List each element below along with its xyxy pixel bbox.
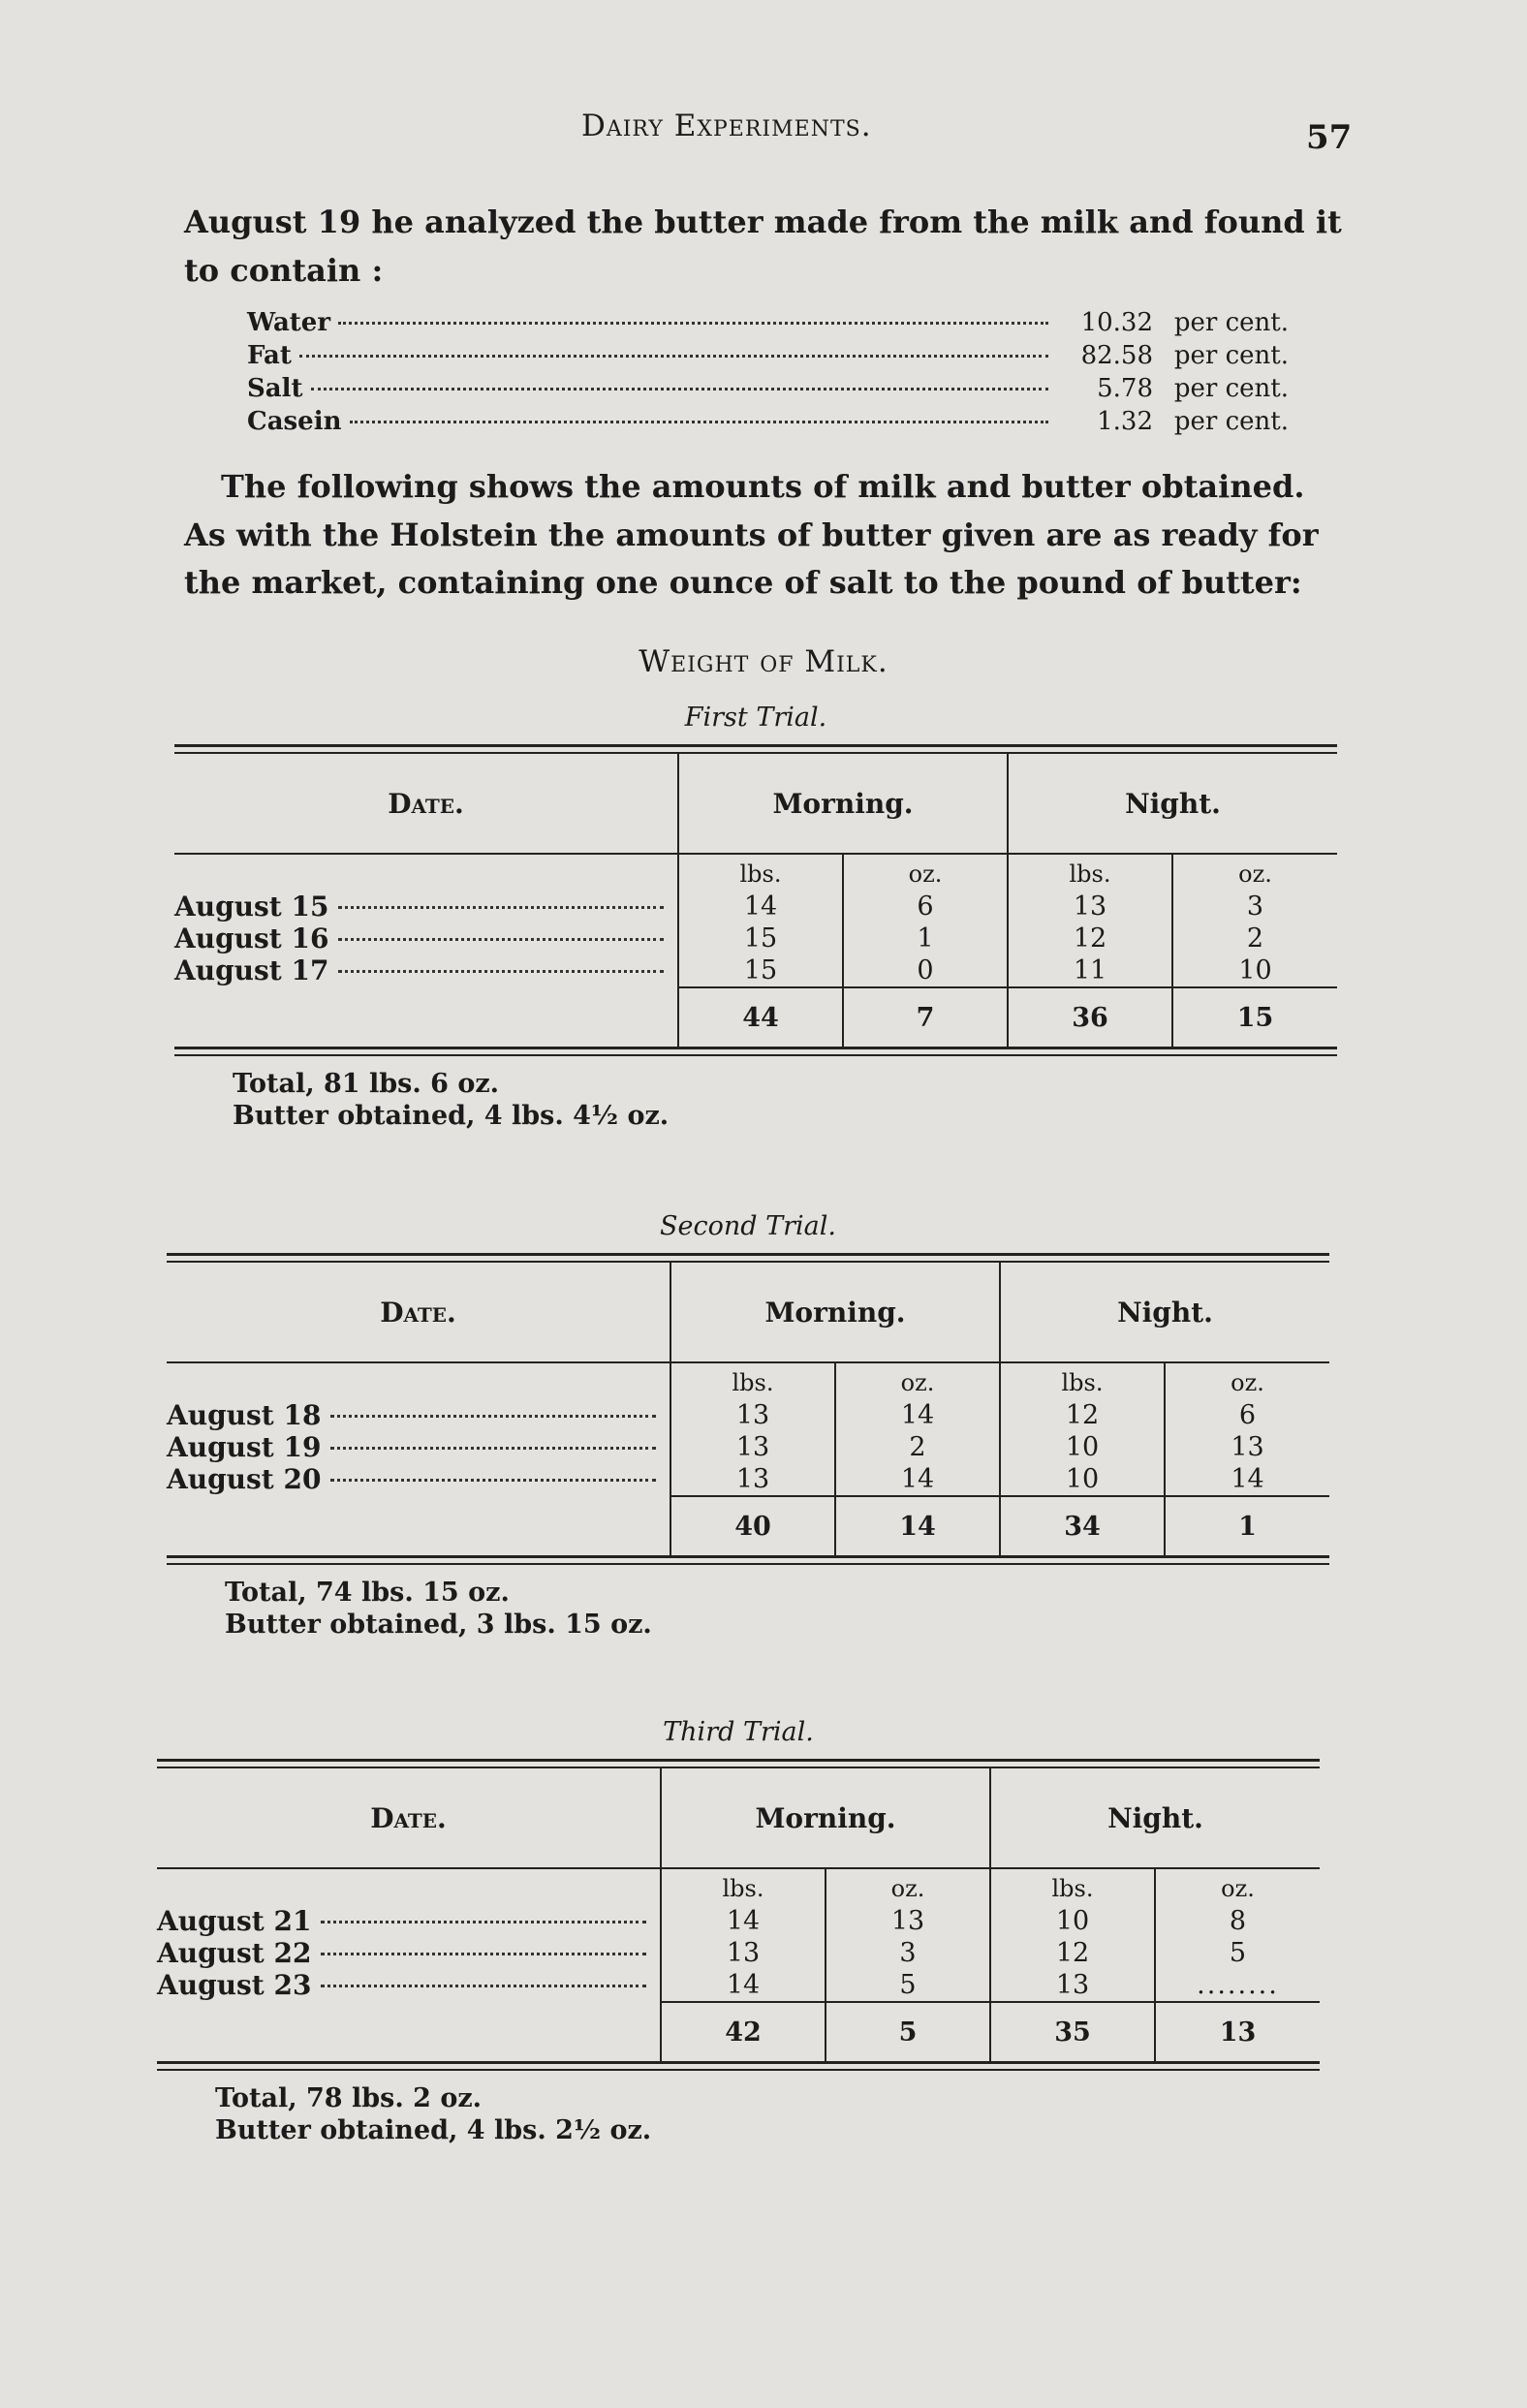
value-cell: 11 xyxy=(1073,955,1107,985)
value-cell: 3 xyxy=(899,1938,917,1968)
value-cell: 13 xyxy=(890,1906,925,1936)
analysis-row xyxy=(247,308,1289,341)
double-rule xyxy=(157,2061,1320,2071)
butter-obtained: Butter obtained, 4 lbs. 4½ oz. xyxy=(233,1101,670,1131)
total-cell: 34 xyxy=(1000,1496,1165,1555)
value-cell: 13 xyxy=(735,1400,770,1430)
dot-leader xyxy=(350,421,1049,423)
trial-block-third xyxy=(157,1717,1320,2146)
morning-column-header: Morning. xyxy=(661,1768,990,1868)
double-rule xyxy=(174,1047,1337,1056)
dot-leader xyxy=(311,388,1048,391)
total-weight: Total, 81 lbs. 6 oz. xyxy=(233,1069,500,1099)
morning-column-header: Morning. xyxy=(678,754,1008,854)
trial-block-first xyxy=(174,703,1337,1132)
analysis-row xyxy=(247,341,1289,374)
double-rule xyxy=(167,1253,1329,1263)
trial-summary xyxy=(174,1056,1337,1132)
total-cell: 42 xyxy=(661,2002,826,2061)
date-row xyxy=(167,1431,670,1463)
night-lbs-column xyxy=(990,1868,1155,2002)
body-paragraph: The following shows the amounts of milk and butter obtained. As with the Holstein the amounts of butter given are as ready for the market, containing one ounce of salt to the pound of butter: xyxy=(184,468,1319,602)
morning-lbs-column xyxy=(670,1362,835,1496)
oz-unit-header: oz. xyxy=(900,1369,935,1396)
morning-oz-column xyxy=(843,854,1008,987)
total-cell: 1 xyxy=(1165,1496,1329,1555)
intro-paragraph: August 19 he analyzed the butter made from the milk and found it to contain : xyxy=(184,203,1342,289)
dot-leader xyxy=(338,322,1048,325)
value-cell: 0 xyxy=(917,955,934,985)
dot-leader xyxy=(338,970,664,973)
value-cell: 14 xyxy=(900,1464,935,1494)
total-cell: 14 xyxy=(835,1496,1000,1555)
date-label: August 17 xyxy=(174,954,329,986)
page-number: 57 xyxy=(1306,118,1353,157)
analysis-label: Water xyxy=(247,308,331,337)
value-cell: 15 xyxy=(743,955,778,985)
running-head: Dairy Experiments. xyxy=(581,109,872,143)
morning-lbs-column xyxy=(661,1868,826,2002)
total-cell: 5 xyxy=(826,2002,990,2061)
value-cell: 14 xyxy=(743,891,778,922)
value-cell: 2 xyxy=(1246,923,1264,954)
night-lbs-column xyxy=(1000,1362,1165,1496)
lbs-unit-header: lbs. xyxy=(1069,860,1111,888)
value-cell: 13 xyxy=(1055,1970,1090,2000)
night-lbs-column xyxy=(1008,854,1172,987)
total-cell: 35 xyxy=(990,2002,1155,2061)
trial-title: First Trial. xyxy=(684,703,827,733)
value-cell: 13 xyxy=(726,1938,761,1968)
total-cell: 13 xyxy=(1155,2002,1320,2061)
trial-summary xyxy=(157,2071,1320,2146)
oz-unit-header: oz. xyxy=(1221,1875,1255,1902)
date-row xyxy=(167,1399,670,1431)
analysis-value: 82.58 xyxy=(1080,341,1153,370)
analysis-row xyxy=(247,407,1289,440)
analysis-value: 5.78 xyxy=(1097,374,1153,403)
value-cell: 1 xyxy=(917,923,934,954)
date-label: August 23 xyxy=(157,1969,312,2001)
total-cell: 7 xyxy=(843,987,1008,1047)
dot-leader xyxy=(321,1953,646,1955)
double-rule xyxy=(167,1555,1329,1565)
value-cell: 10 xyxy=(1065,1464,1100,1494)
dot-leader xyxy=(321,1921,646,1923)
double-rule xyxy=(174,744,1337,754)
date-row xyxy=(157,1905,660,1937)
value-cell: 12 xyxy=(1065,1400,1100,1430)
analysis-unit: per cent. xyxy=(1173,407,1289,436)
morning-oz-column xyxy=(835,1362,1000,1496)
dot-leader xyxy=(299,355,1048,358)
date-row xyxy=(167,1463,670,1495)
trial-summary xyxy=(167,1565,1329,1641)
value-cell: 6 xyxy=(917,891,934,922)
night-column-header: Night. xyxy=(1008,754,1337,854)
date-row xyxy=(174,954,677,986)
value-cell: 13 xyxy=(1231,1432,1264,1462)
value-cell: 14 xyxy=(900,1400,935,1430)
trial-table xyxy=(174,754,1337,1047)
trial-block-second xyxy=(167,1211,1329,1641)
value-cell: 5 xyxy=(1229,1938,1247,1968)
lbs-unit-header: lbs. xyxy=(1051,1875,1094,1902)
date-label: August 20 xyxy=(167,1463,322,1495)
dot-leader xyxy=(330,1479,656,1482)
totals-row xyxy=(157,2002,1320,2061)
totals-row xyxy=(167,1496,1329,1555)
night-oz-column xyxy=(1155,1868,1320,2002)
double-rule xyxy=(157,1759,1320,1768)
night-column-header: Night. xyxy=(1000,1263,1329,1362)
butter-analysis xyxy=(247,308,1289,440)
trial-title: Second Trial. xyxy=(660,1211,836,1241)
value-cell: 13 xyxy=(735,1464,770,1494)
lbs-unit-header: lbs. xyxy=(739,860,782,888)
date-row xyxy=(174,923,677,954)
butter-obtained: Butter obtained, 4 lbs. 2½ oz. xyxy=(215,2115,652,2145)
date-label: August 22 xyxy=(157,1937,312,1969)
analysis-label: Fat xyxy=(247,341,292,370)
totals-row xyxy=(174,987,1337,1047)
value-cell: 8 xyxy=(1229,1906,1247,1936)
date-label: August 15 xyxy=(174,891,329,923)
date-label: August 16 xyxy=(174,923,329,954)
butter-obtained: Butter obtained, 3 lbs. 15 oz. xyxy=(225,1610,652,1640)
value-cell-empty: ........ xyxy=(1197,1970,1279,2000)
value-cell: 13 xyxy=(1073,891,1107,922)
value-cell: 3 xyxy=(1246,891,1264,922)
total-weight: Total, 78 lbs. 2 oz. xyxy=(215,2083,483,2113)
analysis-value: 10.32 xyxy=(1080,308,1153,337)
analysis-unit: per cent. xyxy=(1173,341,1289,370)
analysis-row xyxy=(247,374,1289,407)
trial-table xyxy=(167,1263,1329,1555)
date-list xyxy=(157,1868,661,2002)
analysis-label: Salt xyxy=(247,374,303,403)
date-column-header: Date. xyxy=(167,1263,670,1362)
analysis-unit: per cent. xyxy=(1173,374,1289,403)
value-cell: 14 xyxy=(726,1906,761,1936)
section-title: Weight of Milk. xyxy=(639,644,888,679)
trial-table xyxy=(157,1768,1320,2061)
night-oz-column xyxy=(1165,1362,1329,1496)
date-list xyxy=(167,1362,670,1496)
value-cell: 13 xyxy=(735,1432,770,1462)
date-label: August 21 xyxy=(157,1905,312,1937)
dot-leader xyxy=(321,1985,646,1987)
lbs-unit-header: lbs. xyxy=(732,1369,774,1396)
oz-unit-header: oz. xyxy=(1238,860,1272,888)
dot-leader xyxy=(330,1415,656,1418)
value-cell: 15 xyxy=(743,923,778,954)
lbs-unit-header: lbs. xyxy=(722,1875,764,1902)
dot-leader xyxy=(338,938,664,941)
morning-oz-column xyxy=(826,1868,990,2002)
oz-unit-header: oz. xyxy=(890,1875,925,1902)
analysis-value: 1.32 xyxy=(1097,407,1153,436)
analysis-label: Casein xyxy=(247,407,342,436)
value-cell: 5 xyxy=(899,1970,917,2000)
total-cell: 44 xyxy=(678,987,843,1047)
value-cell: 14 xyxy=(1231,1464,1264,1494)
morning-lbs-column xyxy=(678,854,843,987)
date-row xyxy=(157,1969,660,2001)
date-row xyxy=(174,891,677,923)
trial-title: Third Trial. xyxy=(663,1717,814,1747)
total-cell: 36 xyxy=(1008,987,1172,1047)
lbs-unit-header: lbs. xyxy=(1061,1369,1104,1396)
total-weight: Total, 74 lbs. 15 oz. xyxy=(225,1578,510,1608)
morning-column-header: Morning. xyxy=(670,1263,1000,1362)
night-oz-column xyxy=(1172,854,1337,987)
value-cell: 6 xyxy=(1238,1400,1257,1430)
value-cell: 12 xyxy=(1073,923,1107,954)
value-cell: 10 xyxy=(1055,1906,1090,1936)
date-label: August 18 xyxy=(167,1399,322,1431)
analysis-unit: per cent. xyxy=(1173,308,1289,337)
dot-leader xyxy=(338,906,664,909)
night-column-header: Night. xyxy=(990,1768,1320,1868)
date-column-header: Date. xyxy=(174,754,678,854)
value-cell: 12 xyxy=(1055,1938,1090,1968)
date-row xyxy=(157,1937,660,1969)
value-cell: 2 xyxy=(909,1432,926,1462)
value-cell: 14 xyxy=(726,1970,761,2000)
dot-leader xyxy=(330,1447,656,1450)
oz-unit-header: oz. xyxy=(1231,1369,1264,1396)
date-list xyxy=(174,854,678,987)
date-column-header: Date. xyxy=(157,1768,661,1868)
total-cell: 40 xyxy=(670,1496,835,1555)
total-cell: 15 xyxy=(1172,987,1337,1047)
oz-unit-header: oz. xyxy=(908,860,943,888)
value-cell: 10 xyxy=(1065,1432,1100,1462)
value-cell: 10 xyxy=(1238,955,1272,985)
date-label: August 19 xyxy=(167,1431,322,1463)
